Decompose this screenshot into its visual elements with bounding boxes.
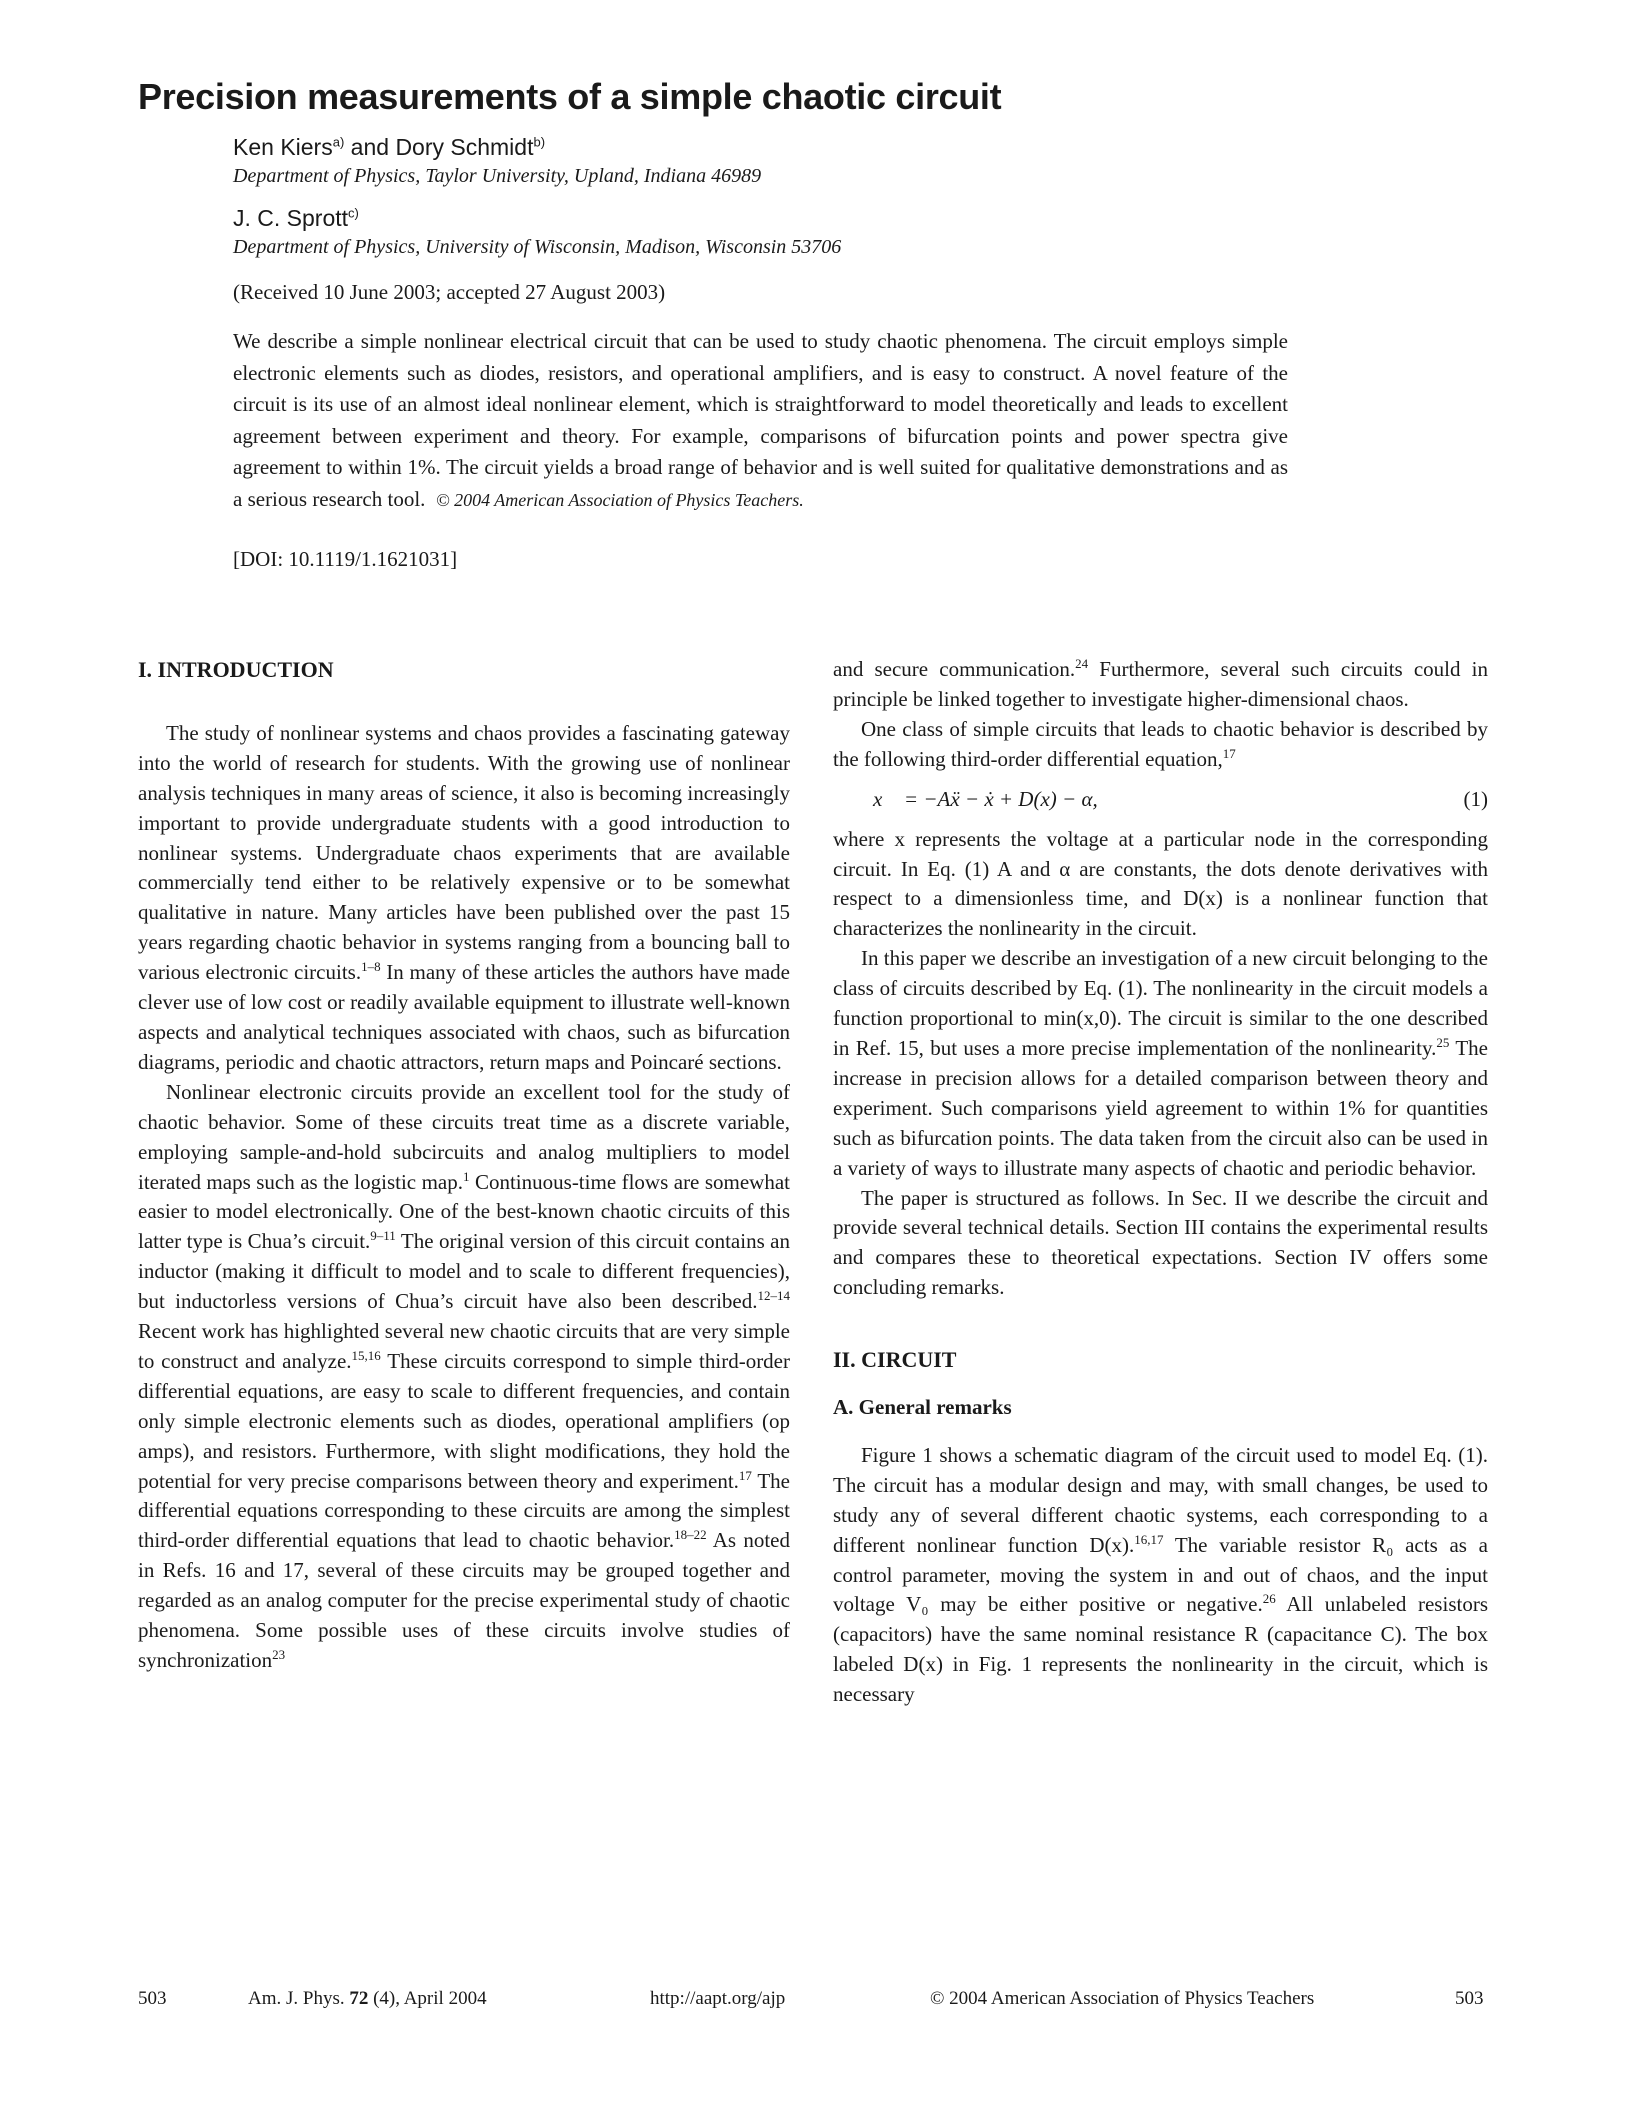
abstract-text: We describe a simple nonlinear electrical circuit that can be used to study chaotic phenomena. The circuit employs simple electronic elements such as diodes, resistors, and operational amplifiers, and is easy to construct. A novel feature of the circuit is its use of an almost ideal nonlinear element, which is straightforward to model theoretically and leads to excellent agreement between experiment and theory. For example, comparisons of bifurcation points and power spectra give agreement to within 1%. The circuit yields a broad range of behavior and is well suited for qualitative demonstrations and as a serious research tool. bbox=[233, 329, 1288, 511]
author-name: Dory Schmidt bbox=[395, 134, 534, 160]
citation: 17 bbox=[738, 1467, 752, 1483]
intro-paragraph-1 bbox=[138, 719, 790, 1078]
equation-body: x⃛ = −Aẍ − ẋ + D(x) − α, bbox=[873, 786, 1098, 811]
paragraph-text: As noted in Refs. 16 and 17, several of these circuits may be grouped together and regarded as an analog computer for the precise experimental study of chaotic phenomena. Some possible uses of these circuits involve studies of synchronization bbox=[138, 1528, 790, 1672]
affiliation-1: Department of Physics, Taylor University, Upland, Indiana 46989 bbox=[233, 165, 762, 187]
paragraph-text: and secure communication. bbox=[833, 657, 1076, 681]
author-connector: and bbox=[344, 134, 396, 160]
right-paragraph-0 bbox=[833, 655, 1488, 715]
paper-title: Precision measurements of a simple chaotic circuit bbox=[138, 76, 1002, 117]
right-paragraph-2: where x represents the voltage at a particular node in the corresponding circuit. In Eq. (1) A and α are constants, the dots denote derivatives with respect to a dimensionless time, and D(x) is a nonlinear function that characterizes the nonlinearity in the circuit. bbox=[833, 826, 1488, 941]
abstract bbox=[233, 326, 1288, 517]
doi: [DOI: 10.1119/1.1621031] bbox=[233, 547, 458, 571]
right-paragraph-4: The paper is structured as follows. In Sec. II we describe the circuit and provide several technical details. Section III contains the experimental results and compares these to theoretical expectations. Section IV offers some concluding remarks. bbox=[833, 1185, 1488, 1300]
journal-issue-date: (4), April 2004 bbox=[373, 1988, 487, 2009]
section-heading-circuit: II. CIRCUIT bbox=[833, 1347, 957, 1373]
page-number-left: 503 bbox=[138, 1988, 167, 2009]
subsection-heading-general-remarks: A. General remarks bbox=[833, 1395, 1012, 1420]
right-paragraph-3 bbox=[833, 944, 1488, 1183]
citation: 1–8 bbox=[361, 959, 381, 975]
journal-volume: 72 bbox=[349, 1988, 369, 2009]
paragraph-text: Nonlinear electronic circuits provide an excellent tool for the study of chaotic behavior. Some of these circuits treat time as a discrete variable, employing sample-and-hold subcircuits and analog multipliers to model iterated maps such as the logistic map. bbox=[138, 1079, 790, 1194]
paragraph-text: Figure 1 shows a schematic diagram of the circuit used to model Eq. (1). The circuit has a modular design and may, with small changes, be used to study any of several different chaotic systems, each corresponding to a different nonlinear function D(x). bbox=[833, 1442, 1488, 1557]
citation: 24 bbox=[1075, 656, 1089, 671]
paragraph-text: In this paper we describe an investigation of a new circuit belonging to the class of circuits described by Eq. (1). The nonlinearity in the circuit models a function proportional to min(x,0). The circuit is similar to the one described in Ref. 15, but uses a more precise implementation of the nonlinearity. bbox=[833, 946, 1488, 1060]
author-name: J. C. Sprott bbox=[233, 205, 349, 231]
paragraph-text: These circuits correspond to simple third-order differential equations, are easy to scale to different frequencies, and contain only simple electronic elements such as diodes, operational amplifiers (op amps), and resistors. Furthermore, with slight modifications, they hold the potential for very precise comparisons between theory and experiment. bbox=[138, 1348, 790, 1493]
author-mark: a) bbox=[332, 134, 345, 150]
author-mark: c) bbox=[348, 205, 359, 221]
citation: 26 bbox=[1262, 1591, 1276, 1607]
paragraph-text: Furthermore, several such circuits could in principle be linked together to investigate higher-dimensional chaos. bbox=[833, 657, 1488, 711]
paragraph-text: The increase in precision allows for a detailed comparison between theory and experiment. Such comparisons yield agreement to within 1% for quantities such as bifurcation points. The data taken from the circuit also can be used in a variety of ways to illustrate many aspects of chaotic and periodic behavior. bbox=[833, 1035, 1488, 1180]
journal-name: Am. J. Phys. bbox=[248, 1988, 345, 2009]
paragraph-text: The study of nonlinear systems and chaos provides a fascinating gateway into the world of research for students. With the growing use of nonlinear analysis techniques in many areas of science, it also is becoming increasingly important to provide undergraduate students with a good introduction to nonlinear systems. Undergraduate chaos experiments that are available commercially tend either to be relatively expensive or to be somewhat qualitative in nature. Many articles have been published over the past 15 years regarding chaotic behavior in systems ranging from a bouncing ball to various electronic circuits. bbox=[138, 720, 790, 985]
citation: 17 bbox=[1222, 745, 1236, 761]
paragraph-text: Continuous-time flows are somewhat easier to model electronically. One of the best-known chaotic circuits of this latter type is Chua’s circuit. bbox=[138, 1169, 790, 1254]
citation: 15,16 bbox=[351, 1347, 381, 1363]
received-dates: (Received 10 June 2003; accepted 27 August 2003) bbox=[233, 280, 666, 304]
equation-number: (1) bbox=[1463, 786, 1488, 811]
paragraph-text: The variable resistor R₀ acts as a control parameter, moving the system in and out of chaos, and the input voltage V₀ may be either positive or negative. bbox=[833, 1532, 1488, 1617]
author-name: Ken Kiers bbox=[233, 134, 333, 160]
affiliation-2: Department of Physics, University of Wisconsin, Madison, Wisconsin 53706 bbox=[233, 236, 842, 258]
paragraph-text: All unlabeled resistors (capacitors) have the same nominal resistance R (capacitance C). The box labeled D(x) in Fig. 1 represents the nonlinearity in the circuit, which is necessary bbox=[833, 1592, 1488, 1707]
citation: 12–14 bbox=[757, 1288, 790, 1304]
section-heading-introduction: I. INTRODUCTION bbox=[138, 657, 334, 682]
citation: 1 bbox=[463, 1168, 470, 1184]
left-column bbox=[138, 655, 790, 1676]
paragraph-text: Recent work has highlighted several new chaotic circuits that are very simple to construct and analyze. bbox=[138, 1319, 790, 1373]
right-paragraph-1 bbox=[833, 715, 1488, 775]
author-mark: b) bbox=[533, 134, 546, 150]
journal-citation bbox=[248, 1988, 487, 2010]
citation: 16,17 bbox=[1134, 1531, 1164, 1547]
citation: 18–22 bbox=[674, 1527, 707, 1543]
intro-paragraph-2 bbox=[138, 1078, 790, 1676]
paragraph-text: The original version of this circuit contains an inductor (making it difficult to model and to scale to different frequencies), but inductorless versions of Chua’s circuit have also been described. bbox=[138, 1229, 790, 1314]
abstract-copyright: © 2004 American Association of Physics Teachers. bbox=[435, 489, 804, 510]
right-column bbox=[833, 655, 1488, 1710]
citation: 9–11 bbox=[370, 1228, 396, 1244]
equation-1 bbox=[833, 781, 1488, 821]
paragraph-text: One class of simple circuits that leads to chaotic behavior is described by the following third-order differential equation, bbox=[833, 716, 1488, 771]
author-line-2 bbox=[233, 205, 359, 232]
footer-copyright: © 2004 American Association of Physics Teachers bbox=[930, 1988, 1315, 2009]
page-number-right: 503 bbox=[1455, 1988, 1484, 2009]
citation: 25 bbox=[1436, 1034, 1450, 1050]
paragraph-text: The differential equations corresponding to these circuits are among the simplest third-order differential equations that lead to chaotic behavior. bbox=[138, 1468, 790, 1553]
journal-url[interactable]: http://aapt.org/ajp bbox=[650, 1988, 786, 2009]
general-paragraph-1 bbox=[833, 1441, 1488, 1710]
author-line-1 bbox=[233, 134, 545, 161]
paragraph-text: In many of these articles the authors have made clever use of low cost or readily available equipment to illustrate well-known aspects and analytical techniques associated with chaos, such as bifurcation diagrams, periodic and chaotic attractors, return maps and Poincaré sections. bbox=[138, 960, 791, 1074]
citation: 23 bbox=[272, 1647, 286, 1662]
